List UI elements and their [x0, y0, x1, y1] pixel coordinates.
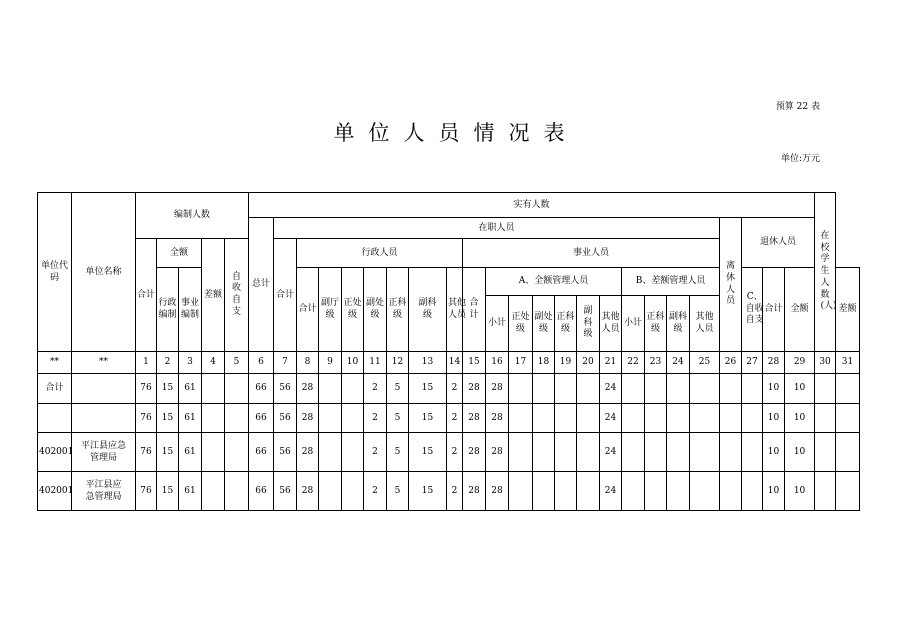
data-cell — [202, 433, 225, 472]
header-group-a: A、全额管理人员 — [486, 268, 622, 296]
data-cell: 28 — [486, 433, 509, 472]
data-cell: 10 — [785, 374, 815, 404]
index-cell: 12 — [387, 352, 409, 374]
data-cell: 28 — [463, 374, 486, 404]
index-cell: 29 — [785, 352, 815, 374]
unit-code-cell: 402001 — [38, 472, 72, 511]
header-group-c: C、自收自支 — [742, 268, 763, 352]
data-cell: 5 — [387, 374, 409, 404]
index-cell: 14 — [447, 352, 463, 374]
table-number-label: 预算 22 表 — [775, 102, 820, 112]
header-div-level: 正处级 — [342, 268, 364, 352]
header-staffing-total: 合计 — [136, 239, 157, 352]
index-cell: 25 — [690, 352, 720, 374]
data-cell: 5 — [387, 433, 409, 472]
unit-name-line: 平江县应急 — [80, 440, 126, 451]
data-cell — [225, 404, 249, 433]
data-cell: 76 — [136, 472, 157, 511]
data-cell — [202, 472, 225, 511]
header-on-duty-total: 合计 — [274, 239, 297, 352]
unit-name-cell — [72, 374, 136, 404]
data-cell — [319, 404, 342, 433]
index-cell: 31 — [836, 352, 860, 374]
data-cell — [319, 433, 342, 472]
data-cell: 10 — [763, 433, 785, 472]
data-cell — [342, 404, 364, 433]
data-cell: 61 — [179, 404, 202, 433]
table-row — [38, 404, 860, 433]
data-cell: 15 — [157, 404, 179, 433]
data-cell — [342, 433, 364, 472]
data-cell: 24 — [600, 404, 622, 433]
header-admin-other: 其他人员 — [447, 268, 463, 352]
data-cell — [509, 472, 533, 511]
header-retired: 退休人员 — [742, 218, 815, 268]
data-cell: 15 — [409, 374, 447, 404]
header-retired-total: 合计 — [763, 268, 785, 352]
data-cell: 28 — [486, 404, 509, 433]
header-grand-total: 总计 — [249, 218, 274, 352]
data-cell — [742, 433, 763, 472]
data-cell — [690, 404, 720, 433]
data-cell: 76 — [136, 374, 157, 404]
data-cell — [742, 472, 763, 511]
data-cell: 24 — [600, 433, 622, 472]
data-cell: 10 — [763, 472, 785, 511]
header-admin-staff: 行政人员 — [297, 239, 463, 268]
table-row — [38, 472, 860, 511]
index-cell: ** — [72, 352, 136, 374]
data-cell — [720, 472, 742, 511]
header-inst-total: 合计 — [463, 268, 486, 352]
data-cell: 10 — [785, 472, 815, 511]
data-cell — [836, 374, 860, 404]
data-cell: 28 — [297, 472, 319, 511]
data-cell — [645, 433, 667, 472]
data-cell: 10 — [785, 404, 815, 433]
header-inst-staffing: 事业编制 — [179, 268, 202, 352]
index-cell: 26 — [720, 352, 742, 374]
data-cell — [509, 433, 533, 472]
data-cell — [720, 433, 742, 472]
data-cell — [720, 404, 742, 433]
header-a-deputy-section: 副科级 — [577, 296, 600, 352]
data-cell — [225, 374, 249, 404]
unit-name-line: 平江县应 — [85, 479, 122, 490]
data-cell — [319, 374, 342, 404]
data-cell — [836, 472, 860, 511]
data-cell: 2 — [364, 472, 387, 511]
data-cell: 66 — [249, 374, 274, 404]
header-section-level: 正科级 — [387, 268, 409, 352]
data-cell — [319, 472, 342, 511]
data-cell: 28 — [463, 472, 486, 511]
data-cell: 56 — [274, 374, 297, 404]
data-cell: 66 — [249, 433, 274, 472]
data-cell — [533, 404, 555, 433]
data-cell: 2 — [364, 433, 387, 472]
data-cell — [225, 472, 249, 511]
index-cell: 20 — [577, 352, 600, 374]
index-cell: 10 — [342, 352, 364, 374]
unit-name-cell — [72, 404, 136, 433]
index-cell: 23 — [645, 352, 667, 374]
data-cell: 61 — [179, 433, 202, 472]
index-cell: 8 — [297, 352, 319, 374]
data-cell — [742, 404, 763, 433]
column-index-row — [38, 352, 860, 374]
header-actual: 实有人数 — [249, 193, 815, 218]
data-cell: 28 — [463, 404, 486, 433]
table-row — [38, 433, 860, 472]
data-cell: 5 — [387, 404, 409, 433]
data-cell — [577, 404, 600, 433]
header-b-section: 正科级 — [645, 296, 667, 352]
data-cell: 10 — [785, 433, 815, 472]
data-cell — [690, 472, 720, 511]
header-staffing: 编制人数 — [136, 193, 249, 239]
index-cell: 22 — [622, 352, 645, 374]
data-cell — [577, 433, 600, 472]
index-cell: 13 — [409, 352, 447, 374]
data-cell: 56 — [274, 472, 297, 511]
header-a-other: 其他人员 — [600, 296, 622, 352]
header-b-other: 其他人员 — [690, 296, 720, 352]
unit-code-cell: 402001 — [38, 433, 72, 472]
data-cell — [509, 404, 533, 433]
data-cell: 15 — [409, 472, 447, 511]
header-group-b: B、差额管理人员 — [622, 268, 720, 296]
table-row — [38, 374, 860, 404]
index-cell: ** — [38, 352, 72, 374]
index-cell: 9 — [319, 352, 342, 374]
data-cell — [577, 472, 600, 511]
header-admin-subtotal: 合计 — [297, 268, 319, 352]
data-cell — [667, 472, 690, 511]
data-cell — [742, 374, 763, 404]
unit-code-cell: 合计 — [38, 374, 72, 404]
data-cell — [815, 433, 836, 472]
index-cell: 6 — [249, 352, 274, 374]
header-inst-staff: 事业人员 — [463, 239, 720, 268]
header-a-div: 正处级 — [509, 296, 533, 352]
data-cell — [342, 374, 364, 404]
unit-name-cell — [72, 472, 136, 511]
data-cell — [645, 472, 667, 511]
data-cell: 61 — [179, 472, 202, 511]
header-admin-staffing: 行政编制 — [157, 268, 179, 352]
index-cell: 30 — [815, 352, 836, 374]
data-cell: 10 — [763, 374, 785, 404]
data-cell: 66 — [249, 404, 274, 433]
header-students: 在校学生人数(人) — [815, 193, 836, 352]
header-unit-name: 单位名称 — [72, 193, 136, 352]
data-cell: 15 — [157, 374, 179, 404]
header-a-subtotal: 小计 — [486, 296, 509, 352]
data-cell: 28 — [463, 433, 486, 472]
data-cell: 28 — [297, 374, 319, 404]
header-unit-code: 单位代码 — [38, 193, 72, 352]
header-self-funded: 自收自支 — [225, 239, 249, 352]
index-cell: 3 — [179, 352, 202, 374]
index-cell: 27 — [742, 352, 763, 374]
unit-code-cell — [38, 404, 72, 433]
data-cell — [836, 433, 860, 472]
data-cell — [533, 374, 555, 404]
index-cell: 7 — [274, 352, 297, 374]
data-cell — [622, 404, 645, 433]
data-cell: 15 — [157, 433, 179, 472]
unit-name-line: 急管理局 — [85, 492, 122, 502]
header-b-subtotal: 小计 — [622, 296, 645, 352]
data-cell: 28 — [486, 472, 509, 511]
data-cell — [202, 374, 225, 404]
data-cell — [577, 374, 600, 404]
header-b-deputy-section: 副科级 — [667, 296, 690, 352]
data-cell — [555, 404, 577, 433]
data-cell: 5 — [387, 472, 409, 511]
data-cell — [225, 433, 249, 472]
data-cell — [720, 374, 742, 404]
data-cell — [342, 472, 364, 511]
data-cell: 15 — [157, 472, 179, 511]
header-retired-full: 全额 — [785, 268, 815, 352]
index-cell: 18 — [533, 352, 555, 374]
header-deputy-section: 副科级 — [409, 268, 447, 352]
data-cell: 2 — [447, 472, 463, 511]
index-cell: 28 — [763, 352, 785, 374]
index-cell: 2 — [157, 352, 179, 374]
header-full-amount: 全额 — [157, 239, 202, 268]
data-cell — [815, 374, 836, 404]
index-cell: 21 — [600, 352, 622, 374]
personnel-table — [37, 192, 860, 511]
data-cell: 2 — [447, 374, 463, 404]
data-cell — [622, 472, 645, 511]
data-cell — [509, 374, 533, 404]
data-cell — [667, 433, 690, 472]
unit-name-cell — [72, 433, 136, 472]
index-cell: 11 — [364, 352, 387, 374]
data-cell — [645, 374, 667, 404]
data-cell — [555, 374, 577, 404]
unit-label: 单位:万元 — [780, 154, 820, 164]
data-cell — [622, 374, 645, 404]
unit-name-line: 管理局 — [89, 453, 117, 463]
data-cell — [202, 404, 225, 433]
index-cell: 4 — [202, 352, 225, 374]
data-cell: 10 — [763, 404, 785, 433]
header-deputy-div: 副处级 — [364, 268, 387, 352]
data-cell: 28 — [486, 374, 509, 404]
data-cell: 24 — [600, 374, 622, 404]
data-cell: 61 — [179, 374, 202, 404]
data-cell: 15 — [409, 404, 447, 433]
data-cell — [690, 374, 720, 404]
data-cell — [645, 404, 667, 433]
index-cell: 24 — [667, 352, 690, 374]
data-cell: 76 — [136, 404, 157, 433]
data-cell — [555, 472, 577, 511]
data-cell: 28 — [297, 404, 319, 433]
data-cell — [690, 433, 720, 472]
index-cell: 1 — [136, 352, 157, 374]
index-cell: 16 — [486, 352, 509, 374]
data-cell: 76 — [136, 433, 157, 472]
data-cell — [533, 472, 555, 511]
data-cell: 2 — [364, 404, 387, 433]
page-title: 单位人员情况表 — [333, 121, 579, 145]
data-cell — [667, 374, 690, 404]
data-cell — [622, 433, 645, 472]
data-cell: 56 — [274, 433, 297, 472]
index-cell: 15 — [463, 352, 486, 374]
header-diff-amount: 差额 — [202, 239, 225, 352]
data-cell — [533, 433, 555, 472]
index-cell: 5 — [225, 352, 249, 374]
header-on-duty: 在职人员 — [274, 218, 720, 239]
data-cell — [667, 404, 690, 433]
data-cell: 56 — [274, 404, 297, 433]
data-cell: 28 — [297, 433, 319, 472]
header-retired-diff: 差额 — [836, 268, 860, 352]
header-a-section: 正科级 — [555, 296, 577, 352]
data-cell: 2 — [447, 433, 463, 472]
data-cell — [555, 433, 577, 472]
data-cell — [836, 404, 860, 433]
header-a-deputy-div: 副处级 — [533, 296, 555, 352]
data-cell: 24 — [600, 472, 622, 511]
index-cell: 17 — [509, 352, 533, 374]
header-dept-level: 副厅级 — [319, 268, 342, 352]
index-cell: 19 — [555, 352, 577, 374]
data-cell: 2 — [447, 404, 463, 433]
data-cell: 15 — [409, 433, 447, 472]
data-cell — [815, 404, 836, 433]
header-retired-leave: 离休人员 — [720, 218, 742, 352]
data-cell: 66 — [249, 472, 274, 511]
data-cell: 2 — [364, 374, 387, 404]
data-cell — [815, 472, 836, 511]
